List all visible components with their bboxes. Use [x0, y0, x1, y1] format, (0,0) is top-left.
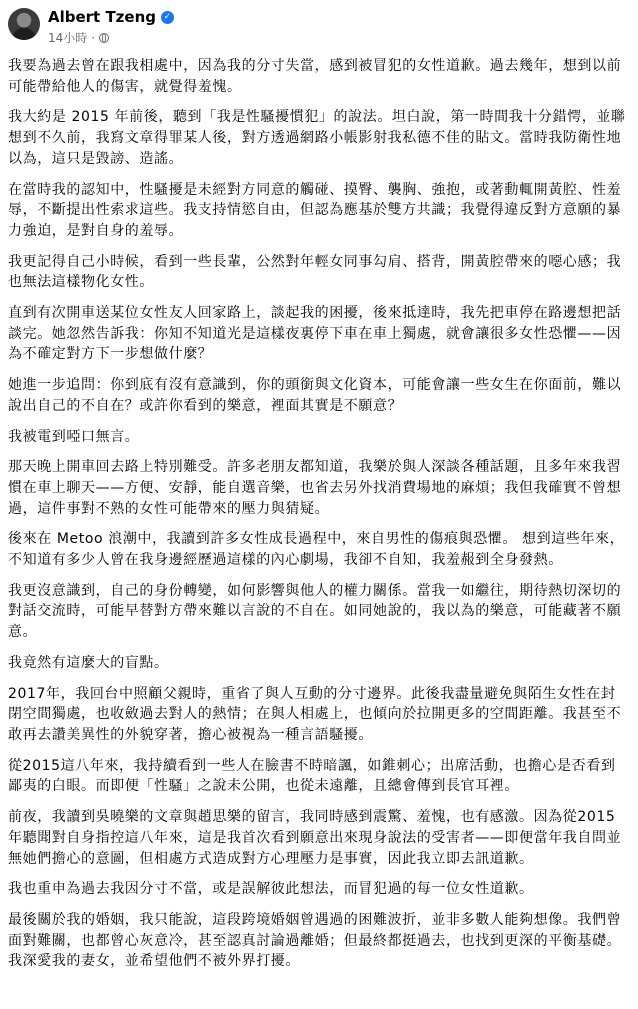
author-row [48, 8, 174, 26]
post-paragraph: 我更沒意識到，自己的身份轉變，如何影響與他人的權力關係。當我一如繼往，期待熱切深切的對話交流時，可能早替對方帶來難以言說的不自在。如同她說的，我以為的樂意，可能藏著不願意。 [8, 582, 622, 641]
post-timestamp[interactable]: 14小時 [48, 31, 88, 45]
verified-badge-icon: ✓ [161, 11, 174, 24]
meta-separator: · [91, 30, 96, 45]
post-paragraph: 我被電到啞口無言。 [8, 428, 140, 445]
post-paragraph: 後來在 Metoo 浪潮中，我讀到許多女性成長過程中，來自男性的傷痕與恐懼。 想到這些年來，不知道有多少人曾在我身邊經歷過這樣的內心劇場，我卻不自知，我羞赧到全身發熱。 [8, 531, 625, 569]
post-meta [48, 29, 109, 46]
post-paragraph: 2017年，我回台中照顧父親時，重省了與人互動的分寸邊界。此後我盡量避免與陌生女性在封閉空間獨處，也收斂過去對人的熱情；在與人相處上，也傾向於拉開更多的空間距離。我甚至不敢再去讚美異性的外貌穿著，擔心被視為一種言語騷擾。 [8, 685, 622, 743]
post-body [0, 56, 638, 972]
post-paragraph: 我竟然有這麼大的盲點。 [8, 654, 169, 671]
post-paragraph: 直到有次開車送某位女性友人回家路上，談起我的困擾，後來抵達時，我先把車停在路邊想把話談完。她忽然告訴我：你知不知道光是這樣夜裏停下車在車上獨處，就會讓很多女性恐懼——因為不確定對方下一步想做什麼？ [8, 305, 622, 363]
author-name[interactable]: Albert Tzeng [48, 8, 157, 26]
post-paragraph: 最後關於我的婚姻，我只能說，這段跨境婚姻曾遇過的困難波折，並非多數人能夠想像。我們曾面對難關，也都曾心灰意冷，甚至認真討論過離婚；但最終都挺過去，也找到更深的平衡基礎。我深愛我的妻女，並希望他們不被外界打擾。 [8, 911, 622, 970]
post-paragraph: 前夜，我讀到吳曉樂的文章與趙思樂的留言，我同時感到震驚、羞愧，也有感激。因為從2015年聽聞對自身指控這八年來，這是我首次看到願意出來現身說法的受害者——即便當年我自問並無她們擔心的意圖，但相處方式造成對方心理壓力是事實，因此我立即去訊道歉。 [8, 809, 622, 867]
post-paragraph: 在當時我的認知中，性騷擾是未經對方同意的觸碰、摸臀、襲胸、強抱，或著動輒開黃腔、性羞辱，不斷提出性索求這些。我支持情慾自由，但認為應基於雙方共識；我覺得違反對方意願的暴力強迫，是對自身的羞辱。 [8, 181, 622, 239]
post-paragraph: 那天晚上開車回去路上特別難受。許多老朋友都知道，我樂於與人深談各種話題，且多年來我習慣在車上聊天——方便、安靜，能自選音樂，也省去另外找消費場地的麻煩；我但我確實不曾想過，這件事對不熟的女性可能帶來的壓力與猜疑。 [8, 459, 622, 517]
post-paragraph: 從2015這八年來，我持續看到一些人在臉書不時暗諷，如錐刺心；出席活動，也擔心是否看到鄙夷的白眼。而即便「性騷」之說未公開，也從未遠離，且總會傳到長官耳裡。 [8, 757, 616, 795]
post-header [0, 0, 638, 56]
post-paragraph: 她進一步追問：你到底有沒有意識到，你的頭銜與文化資本，可能會讓一些女生在你面前，難以說出自己的不自在？或許你看到的樂意，裡面其實是不願意？ [8, 377, 622, 414]
post-paragraph: 我要為過去曾在跟我相處中，因為我的分寸失當，感到被冒犯的女性道歉。過去幾年，想到以前可能帶給他人的傷害，就覺得羞愧。 [8, 58, 622, 95]
post-paragraph: 我也重申為過去我因分寸不當，或是誤解彼此想法，而冒犯過的每一位女性道歉。 [8, 881, 534, 898]
post-paragraph: 我大約是 2015 年前後，聽到「我是性騷擾慣犯」的說法。坦白說，第一時間我十分錯愕，並聯想到不久前，我寫文章得罪某人後，對方透過網路小帳影射我私德不佳的貼文。當時我防衛性地以為，這只是毀謗、造謠。 [8, 109, 626, 167]
post-paragraph: 我更記得自己小時候，看到一些長輩，公然對年輕女同事勾肩、搭背，開黃腔帶來的噁心感；我也無法這樣物化女性。 [8, 253, 622, 291]
globe-icon[interactable] [99, 33, 109, 43]
avatar[interactable] [8, 8, 40, 40]
